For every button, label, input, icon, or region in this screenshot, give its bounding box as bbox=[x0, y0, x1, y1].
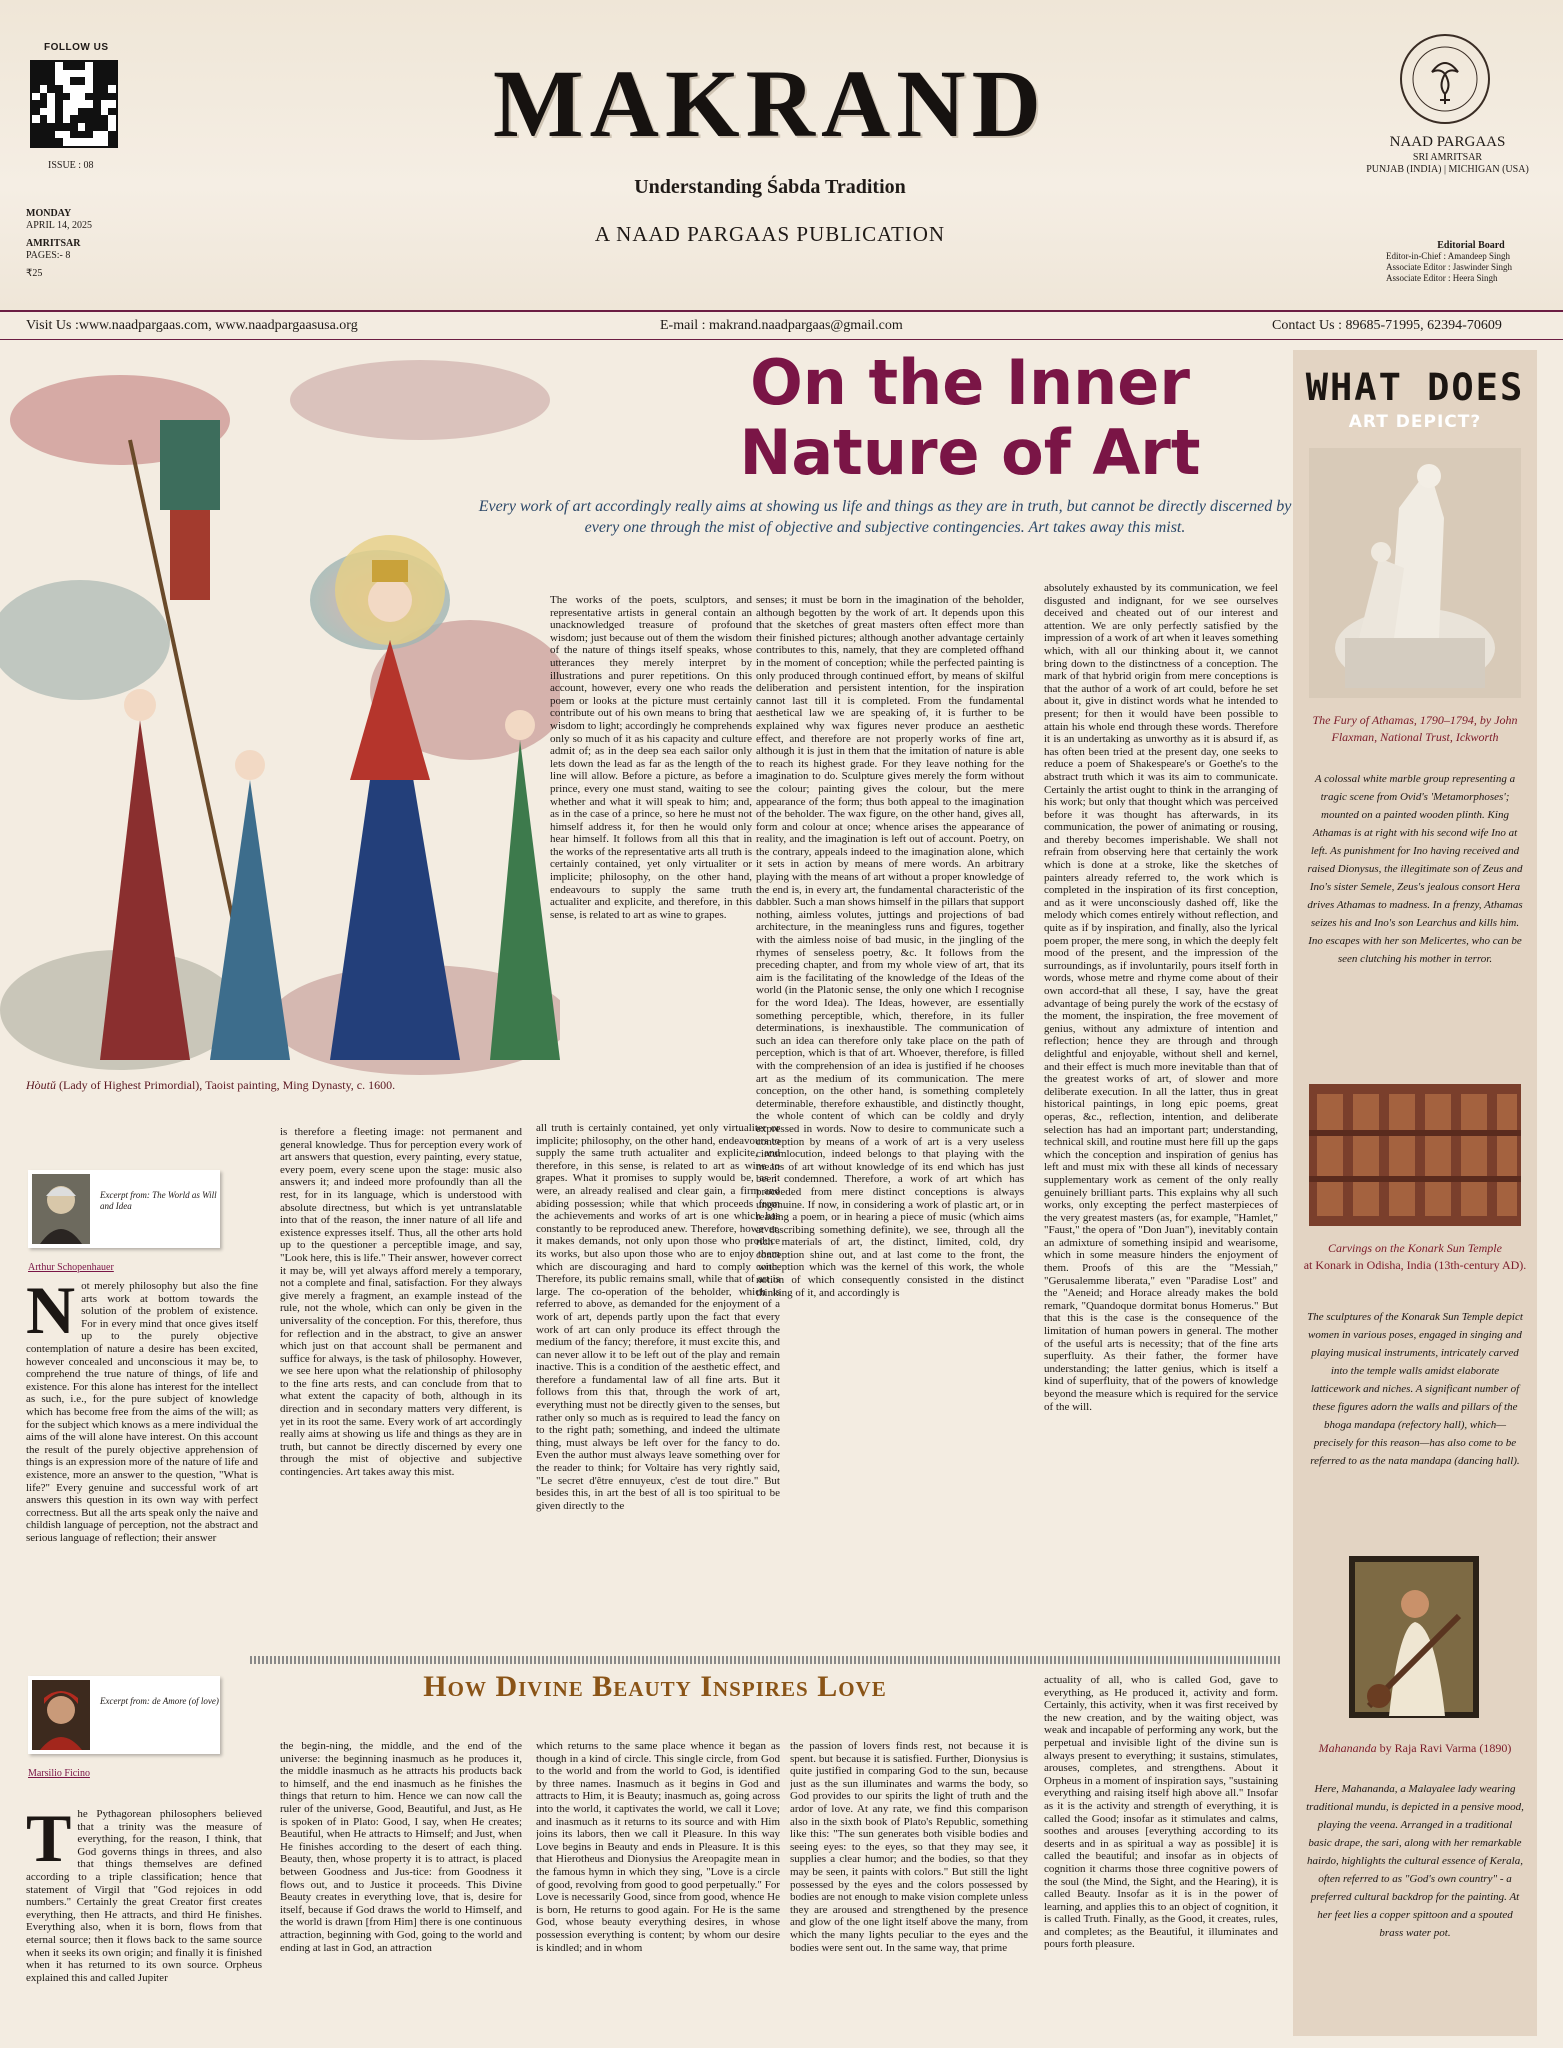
article1-column-2 bbox=[280, 1126, 522, 1650]
follow-label: FOLLOW US bbox=[44, 42, 109, 53]
caption-mahananda bbox=[1303, 1740, 1527, 1757]
description-konark: The sculptures of the Konarak Sun Temple depict women in various poses, engaged in singing and playing musical instruments, intricately carved into the temple walls amidst elaborate latticework and niches. A significant number of these figures adorn the walls and pillars of the bhoga mandapa (refectory hall), which—precisely for this reason—has also come to be referred to as the nata mandapa (dancing hall). bbox=[1307, 1311, 1523, 1467]
naad-pargaas-logo-icon bbox=[1400, 34, 1490, 124]
board-member: Associate Editor : Jaswinder Singh bbox=[1386, 262, 1512, 272]
board-member: Associate Editor : Heera Singh bbox=[1386, 273, 1498, 283]
konark-carvings-image bbox=[1309, 1084, 1521, 1226]
qr-code-icon[interactable] bbox=[30, 60, 118, 148]
article2-column-4 bbox=[790, 1740, 1028, 2038]
caption-athamas bbox=[1303, 712, 1527, 746]
column-text: ot merely philosophy but also the fine arts work at bottom towards the solution of the problem of existence. For in every mind that once gives itself up to the purely objective contemplation of nature a desire has been excited, however concealed and unconscious it may be, to comprehend the true nature of things, of life and existence. For this alone has interest for the intellect as such, i.e., for the pure subject of knowledge which has become free from the aims of the will; as for the subject which knows as a mere individual the aims of the will alone have interest. On this account the result of the purely objective apprehension of things is an expression more of the nature of life and existence, more an answer to the question, "What is life?" Every genuine and successful work of art answers this question in its own way with perfect correctness. But all the arts speak only the naive and childish language of perception, not the abstract and serious language of reflection; their answer bbox=[26, 1280, 258, 1544]
hero-caption bbox=[26, 1078, 395, 1093]
houtu-painting-image bbox=[0, 360, 560, 1080]
day: MONDAY bbox=[26, 208, 72, 219]
column-text: all truth is certainly contained, yet only virtualiter or implicite; philosophy, on the other hand, endeavours to supply the same truth actualiter and explicite, and therefore, in this sense, is related to art as wine to grapes. What it promises to supply would be, as it were, an already realised and clear gain, a firm and abiding possession; while that which proceeds from the achievements and works of art is one which has constantly to be reproduced anew. Therefore, however, it makes demands, not only upon those who produce its works, but also upon those who are to enjoy them which are discouraging and hard to comply with. Therefore, its public remains small, while that of art is large. The co-operation of the beholder, which is referred to above, as demanded for the enjoyment of a work of art, depends partly upon the fact that every work of art can only produce its effect through the medium of the fancy; therefore, it must excite this, and can never allow it to be left out of the play and remain inactive. This is a condition of the aesthetic effect, and therefore a fundamental law of all fine arts. But it follows from this that, through the work of art, everything must not be directly given to the senses, but rather only so much as is required to lead the fancy on to the right path; something, and indeed the ultimate thing, must always be left over for the fancy to do. Even the author must always leave something over for the reader to think; for Voltaire has very rightly said, "Le secret d'être ennuyeux, c'est de tout dire." But besides this, in art the best of all is too spiritual to be given directly to the bbox=[536, 1122, 780, 1512]
article1-column-1 bbox=[26, 1280, 258, 1650]
column-text: absolutely exhausted by its communication, we feel disgusted and indignant, for we see ourselves deceived and cheated out of our interest and attention. We are only perfectly satisfied by the impression of a work of art when it leaves something which, with all our thinking about it, we cannot bring down to the distinctness of a conception. The mark of that hybrid origin from mere conceptions is that the author of a work of art could, before he set about it, give in distinct words what he intended to present; for then it would have been possible to attain his whole end through these words. Therefore it is an undertaking as unworthy as it is absurd if, as has often been tried at the present day, one seeks to reduce a poem of Shakespeare's or Goethe's to the abstract truth which it was its aim to communicate. Certainly the artist ought to think in the arranging of his work; but only that thought which was perceived before it was thought has afterwards, in its communication, the power of animating or rousing, and thereby becomes imperishable. We shall not refrain from observing here that certainly the work which is done at a stroke, like the sketches of painters already referred to, the work which is completed in the inspiration of its first conception, and as it were unconsciously dashed off, like the melody which comes entirely without reflection, and quite as if by inspiration, and finally, also the lyrical poem proper, the mere song, in which the deeply felt mood of the present, and the impression of the surroundings, as if involuntarily, pours itself forth in words, whose metre and rhyme come about of their own accord-that all these, I say, have the great advantage of being purely the work of the ecstasy of the moment, the inspiration, the free movement of genius, without any admixture of intention and reflection; hence they are through and through delightful and enjoyable, without shell and kernel, and their effect is much more inevitable than that of the greatest works of art, of slower and more deliberate execution. In all the latter, thus in great historical paintings, in long epic poems, great operas, &c., reflection, intention, and deliberate selection has had an important part; understanding, technical skill, and routine must here fill up the gaps which the conception and inspiration of genius has left and must mix with these all kinds of necessary supplementary work as cement of the only really genuinely brilliant parts. This explains why all such works, only excepting the perfect masterpieces of the very greatest masters (as, for example, "Hamlet," "Faust," the opera of "Don Juan"), inevitably contain an admixture of something insipid and wearisome, which in some measure hinders the enjoyment of them. Proofs of this are the "Messiah," "Gerusalemme liberata," even "Paradise Lost" and the "Aeneid; and Horace already makes the bold remark, "Quandoque dormitat bonus Homerus." But that this is the case is the consequence of the limitation of human powers in general. The mother of the useful arts is necessity; that of the fine arts superfluity. As their father, the former have understanding; the latter genius, which is itself a kind of superfluity, that of the powers of knowledge beyond the measure which is required for the service of the will. bbox=[1044, 582, 1278, 1413]
schopenhauer-portrait-image bbox=[32, 1174, 90, 1244]
caption-mahananda-title: Mahananda bbox=[1318, 1741, 1377, 1755]
article-intro bbox=[550, 594, 752, 1094]
article-headline: On the Inner Nature of Art bbox=[739, 346, 1201, 489]
article2-column-3 bbox=[536, 1740, 780, 2038]
phone-contact: Contact Us : 89685-71995, 62394-70609 bbox=[1272, 318, 1502, 333]
issue-number: ISSUE : 08 bbox=[48, 160, 94, 171]
caption-konark-title: Carvings on the Konark Sun Temple bbox=[1328, 1241, 1502, 1255]
column-text: the begin-ning, the middle, and the end of the universe: the beginning inasmuch as he produces it, the middle inasmuch as he attracts his products back to himself, and the end inasmuch as he finishes the things that return to him. Hence we can now call the ruler of the universe, Good, Beautiful, and Just, as He is spoken of in Plato: Good, I say, when He creates; Beautiful, when He attracts to Himself; and Just, when He finishes according to the desert of each thing. Beauty, then, whose property it is to attract, is placed between Goodness and Jus-tice: from Goodness it flows out, and to Justice it proceeds. This Divine Beauty creates in everything love, that is, desire for itself, because if God draws the world to Himself, and the world is drawn [from Him] there is one continuous attraction, beginning with God, going to the world and ending at last in God, an attraction bbox=[280, 1740, 522, 1954]
column-text: which returns to the same place whence it began as though in a kind of circle. This single circle, from God to the world and from the world to God, is identified by three names. Inasmuch as it begins in God and attracts to Him, it is Beauty; inasmuch as, going across into the world, it captivates the world, we call it Love; and inasmuch as it returns to its source and with Him joins its labors, then we call it Pleasure. In this way Love begins in Beauty and ends in Pleasure. It is this that Hierotheus and Dionysius the Areopagite mean in the famous hymn in which they sing, "Love is a circle of good, revolving from good to good perpetually." For Love is necessarily Good, since from good, whence He is born, He returns to good again. For He is the same God, whose beauty everything desires, in whose possession everything is content; by whom our desire is kindled; and in whom bbox=[536, 1740, 780, 1954]
price: ₹25 bbox=[26, 268, 43, 279]
date: APRIL 14, 2025 bbox=[26, 220, 93, 231]
ficino-portrait-image bbox=[32, 1680, 90, 1750]
column-text: is therefore a fleeting image: not permanent and general knowledge. Thus for perception every work of art answers that question, every painting, every statue, every poem, every scene upon the stage: music also answers it; and indeed more profoundly than all the rest, for in its language, which is understood with absolute directness, but which is yet untranslatable into that of the reason, the inner nature of all life and existence expresses itself. Thus, all the other arts hold up to the questioner a perceptible image, and say, "Look here, this is life." Their answer, however correct it may be, will yet always afford merely a temporary, not a complete and final, satisfaction. For they always give merely a fragment, an example instead of the rule, not the whole, which can only be given in the universality of the conception. For this, therefore, thus for reflection and in the abstract, to give an answer which just on that account shall be permanent and suffice for always, is the task of philosophy. However, we see here upon what the relationship of philosophy to the fine arts rests, and can conclude from that to what extent the capacity of both, although in its direction and in secondary matters very different, is yet in its root the same. Every work of art accordingly really aims at showing us life and things as they are in truth, but cannot be directly discerned by every one through the mist of objective and subjective contingencies. Art takes away this mist. bbox=[280, 1126, 522, 1479]
intro-text: The works of the poets, sculptors, and representative artists in general contain an unacknowledged treasure of profound wisdom; just because out of them the wisdom of the nature of things itself speaks, whose utterances they merely interpret by illustrations and purer repetitions. On this account, however, every one who reads the poem or looks at the picture must certainly contribute out of his own means to bring that wisdom to light; accordingly he comprehends only so much of it as his capacity and culture admit of; as in the deep sea each sailor only lets down the lead as far as the length of the line will allow. Before a picture, as before a prince, every one must stand, waiting to see whether and what it will speak to him; and, as in the case of a prince, so here he must not himself address it, for then he would only hear himself. It follows from all this that in the works of the representative arts all truth is certainly contained, yet only virtualiter or implicite; philosophy, on the other hand, endeavours to supply the same truth actualiter and explicite, and therefore, in this sense, is related to art as wine to grapes. bbox=[550, 594, 752, 921]
article2-column-2 bbox=[280, 1740, 522, 2038]
mahananda-painting-image bbox=[1349, 1556, 1479, 1718]
tagline: Understanding Śabda Tradition bbox=[634, 176, 906, 198]
pages: PAGES:- 8 bbox=[26, 250, 71, 261]
contact-bar bbox=[0, 310, 1563, 340]
date-block bbox=[26, 208, 92, 280]
org-city: SRI AMRITSAR bbox=[1412, 152, 1483, 163]
excerpt-label: Excerpt from: The World as Will and Idea bbox=[100, 1190, 217, 1211]
caption-mahananda-text: by Raja Ravi Varma (1890) bbox=[1379, 1741, 1512, 1755]
excerpt-box-ficino bbox=[28, 1676, 220, 1754]
description-athamas: A colossal white marble group representing a tragic scene from Ovid's 'Metamorphoses'; mounted on a painted wooden plinth. King Athamas is at right with his second wife Ino at left. As punishment for Ino having received and raised Dionysus, the illegitimate son of Zeus and Ino's sister Semele, Zeus's jealous consort Hera drives Athamas to madness. In a frenzy, Athamas seizes his and Ino's son Learchus and kills him. Ino escapes with her son Melicertes, who can be seen clutching his mother in terror. bbox=[1307, 773, 1523, 965]
article-deck: Every work of art accordingly really aims at showing us life and things as they are in truth, but cannot be directly discerned by every one through the mist of objective and subjective contingencies. Art takes away this mist. bbox=[478, 498, 1292, 536]
editorial-board bbox=[1386, 240, 1556, 284]
org-location bbox=[1340, 152, 1555, 176]
email-link[interactable]: E-mail : makrand.naadpargaas@gmail.com bbox=[660, 318, 903, 333]
article1-column-5 bbox=[1044, 582, 1278, 1650]
board-title: Editorial Board bbox=[1437, 240, 1505, 251]
author-ficino[interactable]: Marsilio Ficino bbox=[28, 1768, 90, 1779]
column-text: he Pythagorean philosophers believed that a trinity was the measure of everything, for the reason, I think, that God governs things in threes, and also that things themselves are defined according to a triple classification; hence that statement of Virgil that "God rejoices in odd numbers." Certainly the great Creator first creates everything, then He attracts, and third He finishes. Everything also, when it is born, flows from that eternal source; then it flows back to the same source when it seeks its own origin; and finally it is finished when it has returned to its own source. Orpheus explained this and called Jupiter bbox=[26, 1808, 262, 1984]
dropcap: N bbox=[26, 1280, 76, 1348]
caption-athamas-text: by John Flaxman, National Trust, Ickworth bbox=[1331, 713, 1518, 744]
article2-column-5 bbox=[1044, 1674, 1278, 2038]
author-schopenhauer[interactable]: Arthur Schopenhauer bbox=[28, 1262, 114, 1273]
article1-column-4 bbox=[756, 594, 1024, 1650]
sidebar-subheading: ART DEPICT? bbox=[1348, 412, 1482, 432]
hero-caption-text: (Lady of Highest Primordial), Taoist painting, Ming Dynasty, c. 1600. bbox=[59, 1078, 396, 1092]
section-divider bbox=[250, 1656, 1280, 1664]
column-text: senses; it must be born in the imagination of the beholder, although begotten by the work of art. It depends upon this that the sketches of great masters often effect more than their finished pictures; although another advantage certainly contributes to this, namely, that they are completed offhand in the moment of conception; while the perfected painting is only produced through continued effort, by means of skilful deliberation and persistent intention, for the inspiration cannot last till it is completed. From the fundamental aesthetical law we are speaking of, it is further to be explained why wax figures never produce an aesthetic effect, and therefore are not properly works of fine art, although it is just in them that the imitation of nature is able to reach its highest grade. For they leave nothing for the imagination to do. Sculpture gives merely the form without the colour; painting gives the colour, but the mere appearance of the form; thus both appeal to the imagination of the beholder. The wax figure, on the other hand, gives all, form and colour at once; whence arises the appearance of reality, and the imagination is left out of account. Poetry, on the contrary, appeals indeed to the imagination alone, which it sets in action by means of mere words. An arbitrary playing with the means of art without a proper knowledge of the end is, in every art, the fundamental characteristic of the dabbler. Such a man shows himself in the pillars that support nothing, aimless volutes, juttings and projections of bad architecture, in the meaningless runs and figures, together with the aimless noise of bad music, in the jingling of the rhymes of senseless poetry, &c. It follows from the preceding chapter, and from my whole view of art, that its aim is the facilitating of the knowledge of the Ideas of the world (in the Platonic sense, the only one which I recognise for the word Idea). The Ideas, however, are essentially something perceptible, which, therefore, in its fuller determinations, is inexhaustible. The communication of such an idea can therefore only take place on the path of perception, which is that of art. Whoever, therefore, is filled with the comprehension of an idea is justified if he chooses art as the medium of its communication. The mere conception, on the other hand, is something completely determinable, therefore exhaustible, and distinctly thought, the whole content of which can be coldly and dryly expressed in words. Now to desire to communicate such a conception by means of a work of art is a very useless circumlocution, indeed belongs to that playing with the means of art without knowledge of its end which has just been condemned. Therefore, a work of art which has proceeded from mere distinct conceptions is always ungenuine. If now, in considering a work of plastic art, or in reading a poem, or in hearing a piece of music (which aims at describing something definite), we see, through all the rich materials of art, the distinct, limited, cold, dry conception shine out, and at last come to the front, the conception which was the kernel of this work, the whole notion of which consequently consisted in the distinct thinking of it, and accordingly is bbox=[756, 594, 1024, 1299]
description-mahananda: Here, Mahananda, a Malayalee lady wearing traditional mundu, is depicted in a pensive mood, playing the veena. Arranged in a traditional basic drape, the sari, along with her remarkable hairdo, highlights the cultural essence of Kerala, often referred to as "God's own country" - a preferred cultural backdrop for the painting. At her feet lies a copper spittoon and a spouted brass water pot. bbox=[1306, 1783, 1524, 1939]
column-text: actuality of all, who is called God, gave to everything, as He produced it, activity and form. Certainly, this activity, when it was first received by the new creation, and by the waiting object, was weak and incapable of performing any work, but the perpetual and invisible light of the divine sun is always present to everything; it sustains, stimulates, arouses, completes, and strengthens. About it Orpheus in a moment of inspiration says, "sustaining everything and raising itself high above all." Insofar as it is the activity and strength of everything, it is called the Good; insofar as it stimulates and calms, soothes and arouses [everything according to its deserts and in as spiritual a way as possible] it is called the beautiful; and insofar as in objects of cognition it charms those three cognitive powers of the soul (the Mind, the Sight, and the Hearing), it is called Beauty. Insofar as it is in the power of learning, and applies this to an object of cognition, it is called Truth. Finally, as the Good, it creates, rules, and completes; as the Beautiful, it illuminates and pours forth pleasure. bbox=[1044, 1674, 1278, 1951]
website-link[interactable]: Visit Us :www.naadpargaas.com, www.naadpargaasusa.org bbox=[26, 318, 358, 333]
article2-headline: How Divine Beauty Inspires Love bbox=[423, 1670, 887, 1703]
sidebar-what-does-art-depict bbox=[1293, 350, 1537, 2036]
column-text: the passion of lovers finds rest, not because it is spent. but because it is satisfied. Further, Dionysius is quite justified in comparing God to the sun, because just as the sun illuminates and warms the body, so God provides to our spirits the light of truth and the ardor of love. At any rate, we find this comparison also in the sixth book of Plato's Republic, something like this: "The sun generates both visible bodies and seeing eyes: to the eyes, so that they may see, it supplies a clear humor; and the bodies, so that they may be seen, it paints with colors." But still the light possessed by the eyes and the colors possessed by bodies are not enough to make vision complete unless they are aroused and strengthened by the presence and glow of the one light itself above the many, from which the many lights peculiar to the eyes and the bodies were sent out. In the same way, that prime bbox=[790, 1740, 1028, 1954]
article1-column-3 bbox=[536, 1122, 780, 1650]
city: AMRITSAR bbox=[26, 238, 81, 249]
board-member: Editor-in-Chief : Amandeep Singh bbox=[1386, 251, 1511, 261]
masthead bbox=[0, 0, 1563, 310]
dropcap: T bbox=[26, 1808, 72, 1876]
org-loc: PUNJAB (INDIA) | MICHIGAN (USA) bbox=[1366, 164, 1529, 175]
publication-line: A NAAD PARGAAS PUBLICATION bbox=[594, 222, 946, 246]
caption-konark-text: at Konark in Odisha, India (13th-century AD). bbox=[1303, 1258, 1527, 1272]
sidebar-heading: WHAT DOES bbox=[1305, 366, 1525, 409]
article2-column-1 bbox=[26, 1808, 262, 2038]
excerpt-label: Excerpt from: de Amore (of love) bbox=[100, 1696, 219, 1706]
caption-athamas-title: The Fury of Athamas, 1790–1794, bbox=[1312, 713, 1477, 727]
org-name: NAAD PARGAAS bbox=[1389, 134, 1506, 150]
excerpt-box-schopenhauer bbox=[28, 1170, 220, 1248]
fury-of-athamas-sculpture-image bbox=[1309, 448, 1521, 698]
newspaper-title: MAKRAND bbox=[493, 50, 1047, 157]
hero-caption-title: Hòutǔ bbox=[26, 1078, 56, 1092]
caption-konark bbox=[1303, 1240, 1527, 1274]
